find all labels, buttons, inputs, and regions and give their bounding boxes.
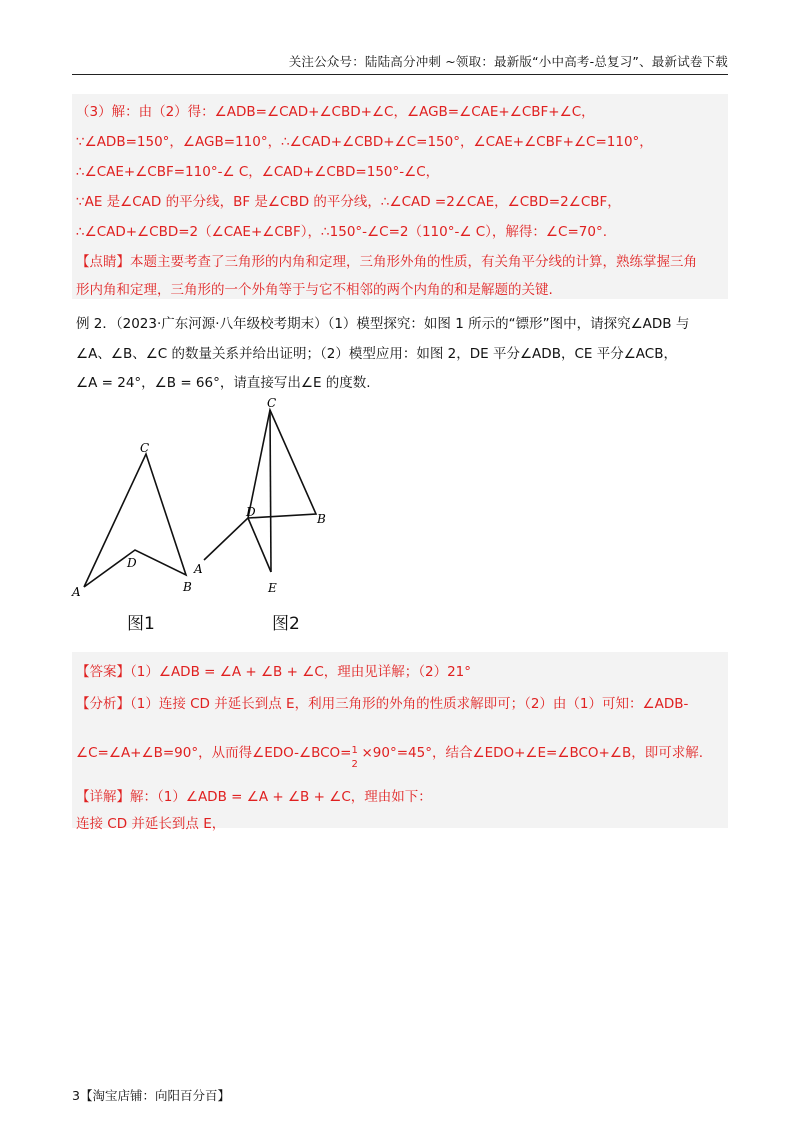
fig2-line-CE [270, 410, 271, 572]
fig1-label-C: C [140, 441, 150, 455]
comment-text-1: 本题主要考查了三角形的内角和定理，三角形外角的性质，有关角平分线的计算，熟练掌握三角 [130, 254, 697, 270]
detail-line-2: 连接 CD 并延长到点 E， [76, 816, 226, 832]
fig2-label-C: C [267, 396, 277, 410]
analysis-line-2 [76, 741, 704, 770]
example2-line-2: ∠A、∠B、∠C 的数量关系并给出证明；（2）模型应用：如图 2，DE 平分∠ADB，CE 平分∠ACB， [76, 346, 677, 362]
fraction-numerator: 1 [351, 745, 358, 756]
fig1-label-D: D [127, 556, 137, 570]
comment-line-1 [76, 250, 697, 270]
fig2-label-E: E [268, 581, 277, 595]
detail-text-1: 解：（1）∠ADB = ∠A + ∠B + ∠C，理由如下： [130, 789, 432, 805]
fraction-denominator: 2 [351, 759, 358, 770]
fig1-label-B: B [183, 580, 192, 594]
answer-line [76, 660, 471, 680]
solution-line-2: ∵∠ADB=150°，∠AGB=110°，∴∠CAD+∠CBD+∠C=150°，∠CAE+∠CBF+∠C=110°， [76, 134, 653, 150]
fig2-outline [204, 410, 316, 560]
answer-text: （1）∠ADB = ∠A + ∠B + ∠C，理由见详解；（2）21° [130, 664, 472, 680]
fig1-caption: 图1 [127, 614, 155, 634]
detail-tag: 【详解】 [76, 789, 130, 805]
page-header [72, 52, 728, 75]
example2-line-1: 例 2．（2023·广东河源·八年级校考期末）（1）模型探究：如图 1 所示的“镖形”图中，请探究∠ADB 与 [76, 316, 690, 332]
analysis-text-2a: ∠C=∠A+∠B=90°，从而得∠EDO-∠BCO= [76, 745, 352, 761]
header-text: 关注公众号：陆陆高分冲刺 ~领取：最新版“小中高考-总复习”、最新试卷下载 [288, 54, 728, 69]
analysis-line-1 [76, 692, 688, 712]
analysis-tag: 【分析】 [76, 696, 130, 712]
analysis-text-1: （1）连接 CD 并延长到点 E，利用三角形的外角的性质求解即可；（2）由（1）可知：∠ADB- [130, 696, 689, 712]
solution-line-4: ∵AE 是∠CAD 的平分线，BF 是∠CBD 的平分线，∴∠CAD =2∠CAE，∠CBD=2∠CBF， [76, 194, 621, 210]
solution-line-5: ∴∠CAD+∠CBD=2（∠CAE+∠CBF），∴150°-∠C=2（110°-∠ C），解得：∠C=70°. [76, 224, 607, 240]
solution-line-1: （3）解：由（2）得：∠ADB=∠CAD+∠CBD+∠C，∠AGB=∠CAE+∠CBF+∠C， [76, 104, 595, 120]
example2-line-3: ∠A = 24°，∠B = 66°，请直接写出∠E 的度数. [76, 375, 371, 391]
comment-tag: 【点睛】 [76, 254, 130, 270]
detail-line-1 [76, 785, 432, 805]
fig2-line-DE [248, 518, 271, 572]
fig2-label-B: B [317, 512, 326, 526]
comment-line-2: 形内角和定理，三角形的一个外角等于与它不相邻的两个内角的和是解题的关键. [76, 282, 553, 298]
geometry-figures [0, 392, 800, 632]
fig2-label-D: D [246, 505, 256, 519]
fig1-label-A: A [72, 585, 81, 599]
fig2-caption: 图2 [272, 614, 300, 634]
answer-tag: 【答案】 [76, 664, 130, 680]
solution-line-3: ∴∠CAE+∠CBF=110°-∠ C，∠CAD+∠CBD=150°-∠C， [76, 164, 440, 180]
fig2-label-A: A [194, 562, 203, 576]
page-footer: 3【淘宝店铺：向阳百分百】 [72, 1088, 230, 1103]
analysis-text-2b: ×90°=45°，结合∠EDO+∠E=∠BCO+∠B，即可求解. [361, 745, 704, 761]
